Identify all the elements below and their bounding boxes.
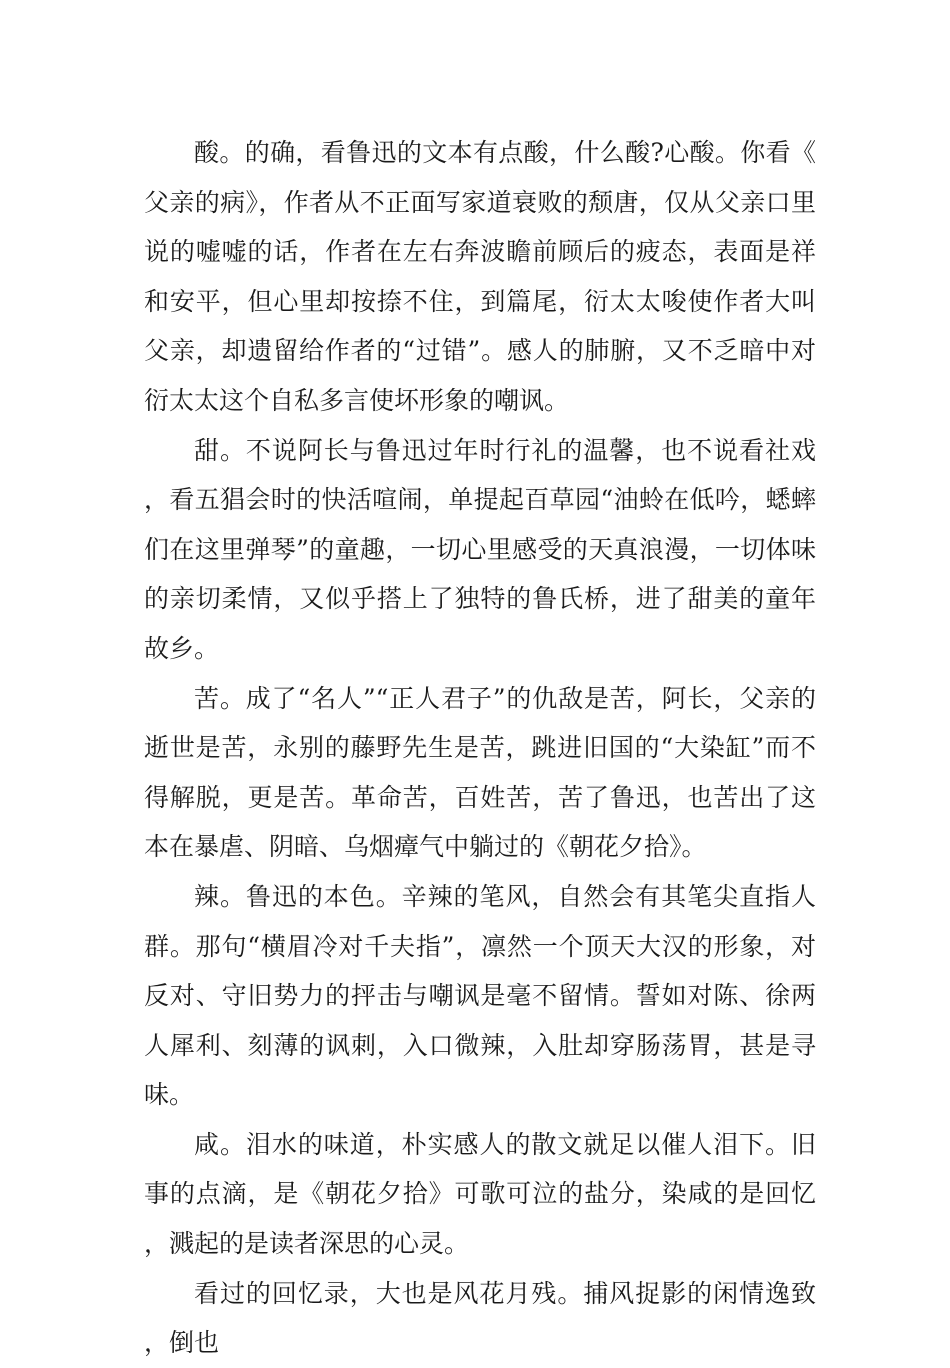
body-text [144, 128, 816, 1368]
paragraph-sour: 酸。的确，看鲁迅的文本有点酸，什么酸?心酸。你看《父亲的病》，作者从不正面写家道衰败的颓唐，仅从父亲口里说的嘘嘘的话，作者在左右奔波瞻前顾后的疲态，表面是祥和安平，但心里却按捺不住，到篇尾，衍太太唆使作者大叫父亲，却遗留给作者的“过错”。感人的肺腑，又不乏暗中对衍太太这个自私多言使坏形象的嘲讽。 [144, 138, 816, 415]
paragraph-spicy: 辣。鲁迅的本色。辛辣的笔风，自然会有其笔尖直指人群。那句“横眉冷对千夫指”，凛然一个顶天大汉的形象，对反对、守旧势力的抨击与嘲讽是毫不留情。誓如对陈、徐两人犀利、刻薄的讽刺，入口微辣，入肚却穿肠荡胃，甚是寻味。 [144, 881, 816, 1110]
paragraph-memoir: 看过的回忆录，大也是风花月残。捕风捉影的闲情逸致，倒也 [144, 1278, 816, 1358]
paragraph-salty: 咸。泪水的味道，朴实感人的散文就足以催人泪下。旧事的点滴，是《朝花夕拾》可歌可泣的盐分，染咸的是回忆，溅起的是读者深思的心灵。 [144, 1129, 816, 1259]
paragraph-sweet: 甜。不说阿长与鲁迅过年时行礼的温馨，也不说看社戏，看五猖会时的快活喧闹，单提起百草园“油蛉在低吟，蟋蟀们在这里弹琴”的童趣，一切心里感受的天真浪漫，一切体味的亲切柔情，又似乎搭上了独特的鲁氏桥，进了甜美的童年故乡。 [144, 435, 816, 663]
paragraph-bitter: 苦。成了“名人”“正人君子”的仇敌是苦，阿长，父亲的逝世是苦，永别的藤野先生是苦，跳进旧国的“大染缸”而不得解脱，更是苦。革命苦，百姓苦，苦了鲁迅，也苦出了这本在暴虐、阴暗、乌烟瘴气中躺过的《朝花夕拾》。 [144, 683, 816, 862]
